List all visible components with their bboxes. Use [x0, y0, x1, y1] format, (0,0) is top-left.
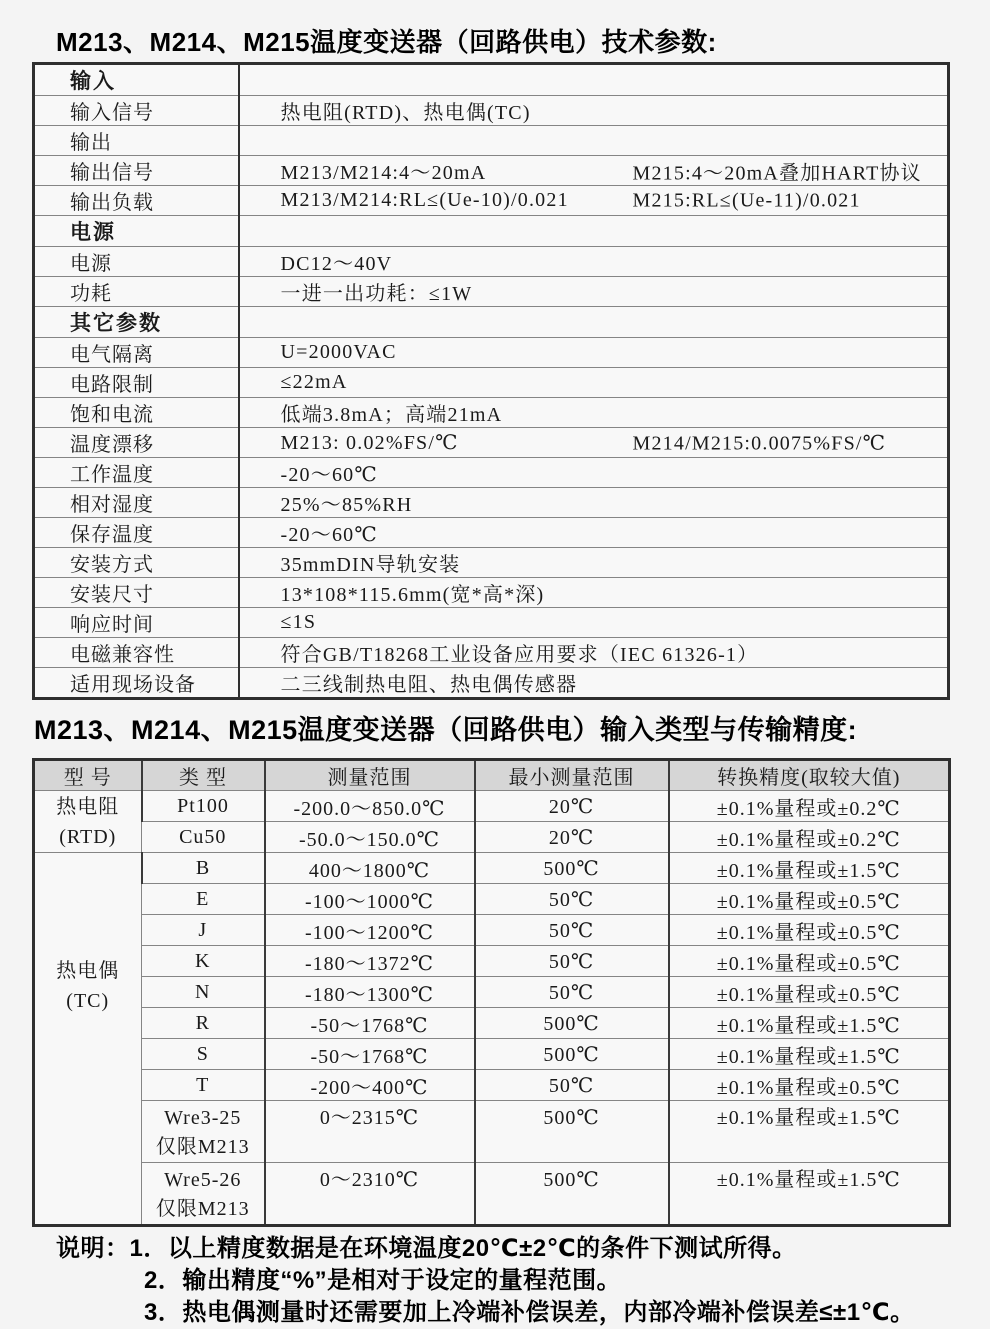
technical-parameters-table-body: [34, 64, 949, 699]
type-cell: T: [142, 1070, 265, 1101]
param-row: [34, 638, 949, 668]
model-cell: 热电偶 (TC): [34, 853, 142, 1226]
param-value-cell: [239, 247, 949, 277]
range-cell: -200～400℃: [265, 1070, 475, 1101]
param-label-cell: 相对湿度: [34, 488, 239, 518]
accuracy-table-row: [34, 1008, 950, 1039]
min-range-cell: 50℃: [475, 977, 669, 1008]
section-row: [34, 307, 949, 338]
param-row: [34, 338, 949, 368]
param-label-cell: 电路限制: [34, 368, 239, 398]
note-line: [56, 1233, 966, 1265]
section-row: [34, 216, 949, 247]
type-cell: S: [142, 1039, 265, 1070]
param-value: M213/M214:RL≤(Ue-10)/0.021: [280, 189, 569, 211]
model-cell: 热电阻 (RTD): [34, 791, 142, 853]
param-value: M213: 0.02%FS/℃: [280, 432, 459, 454]
section-header-cell: 输出: [34, 126, 239, 156]
accuracy-table-row: [34, 1070, 950, 1101]
type-cell: Wre5-26 仅限M213: [142, 1163, 265, 1226]
accuracy-cell: ±0.1%量程或±0.5℃: [669, 915, 950, 946]
param-label-cell: 工作温度: [34, 458, 239, 488]
param-value: 符合GB/T18268工业设备应用要求（IEC 61326-1）: [280, 644, 759, 666]
range-cell: -180～1372℃: [265, 946, 475, 977]
accuracy-cell: ±0.1%量程或±0.2℃: [669, 791, 950, 822]
range-cell: -180～1300℃: [265, 977, 475, 1008]
accuracy-cell: ±0.1%量程或±1.5℃: [669, 1008, 950, 1039]
param-label-cell: 输出信号: [34, 156, 239, 186]
accuracy-table-row: [34, 977, 950, 1008]
param-row: [34, 96, 949, 126]
param-value: 热电阻(RTD)、热电偶(TC): [280, 102, 531, 124]
param-row: [34, 368, 949, 398]
accuracy-cell: ±0.1%量程或±0.5℃: [669, 1070, 950, 1101]
accuracy-cell: ±0.1%量程或±1.5℃: [669, 1039, 950, 1070]
accuracy-cell: ±0.1%量程或±0.5℃: [669, 946, 950, 977]
accuracy-table-row: [34, 791, 950, 822]
param-value: 35mmDIN导轨安装: [280, 554, 461, 576]
param-label-cell: 响应时间: [34, 608, 239, 638]
param-value-cell: [239, 668, 949, 699]
range-cell: -100～1000℃: [265, 884, 475, 915]
min-range-cell: 50℃: [475, 884, 669, 915]
param-value-cell: [239, 458, 949, 488]
header-cell: 测量范围: [265, 760, 475, 791]
note-line: [144, 1265, 966, 1297]
accuracy-cell: ±0.1%量程或±0.5℃: [669, 977, 950, 1008]
page-title-input-types-accuracy: M213、M214、M215温度变送器（回路供电）输入类型与传输精度:: [34, 715, 858, 745]
param-row: [34, 458, 949, 488]
notes: [56, 1233, 966, 1329]
accuracy-table-row: [34, 1163, 950, 1226]
param-value: ≤22mA: [280, 371, 348, 393]
param-value-secondary: M214/M215:0.0075%FS/℃: [632, 432, 887, 454]
param-row: [34, 398, 949, 428]
param-value-cell: [239, 578, 949, 608]
param-label-cell: 适用现场设备: [34, 668, 239, 699]
range-cell: -50～1768℃: [265, 1008, 475, 1039]
type-cell: J: [142, 915, 265, 946]
param-label-cell: 功耗: [34, 277, 239, 307]
param-row: [34, 277, 949, 307]
accuracy-table-row: [34, 822, 950, 853]
accuracy-table-row: [34, 915, 950, 946]
type-cell: R: [142, 1008, 265, 1039]
min-range-cell: 50℃: [475, 946, 669, 977]
section-empty-cell: [239, 64, 949, 96]
notes-prefix: 说明：: [56, 1235, 130, 1262]
type-cell: Wre3-25 仅限M213: [142, 1101, 265, 1163]
section-header-cell: 输入: [34, 64, 239, 96]
min-range-cell: 500℃: [475, 1008, 669, 1039]
param-value: -20～60℃: [280, 464, 378, 486]
param-value: 一进一出功耗：≤1W: [280, 283, 473, 305]
param-row: [34, 428, 949, 458]
note-text: 1．以上精度数据是在环境温度20℃±2℃的条件下测试所得。: [129, 1235, 797, 1262]
param-row: [34, 668, 949, 699]
param-label-cell: 输入信号: [34, 96, 239, 126]
section-header-cell: 其它参数: [34, 307, 239, 338]
param-label-cell: 保存温度: [34, 518, 239, 548]
accuracy-table-header-row: [34, 760, 950, 791]
accuracy-cell: ±0.1%量程或±0.2℃: [669, 822, 950, 853]
section-row: [34, 126, 949, 156]
param-value-cell: [239, 608, 949, 638]
min-range-cell: 20℃: [475, 822, 669, 853]
param-value-cell: [239, 638, 949, 668]
param-value-cell: [239, 156, 949, 186]
type-cell: K: [142, 946, 265, 977]
param-value-cell: [239, 548, 949, 578]
range-cell: -50.0～150.0℃: [265, 822, 475, 853]
param-label-cell: 电源: [34, 247, 239, 277]
param-label-cell: 输出负载: [34, 186, 239, 216]
section-row: [34, 64, 949, 96]
accuracy-cell: ±0.1%量程或±1.5℃: [669, 1101, 950, 1163]
type-cell: Cu50: [142, 822, 265, 853]
param-value-cell: [239, 398, 949, 428]
accuracy-table-row: [34, 884, 950, 915]
range-cell: -100～1200℃: [265, 915, 475, 946]
section-empty-cell: [239, 216, 949, 247]
param-value-cell: [239, 368, 949, 398]
type-cell: B: [142, 853, 265, 884]
param-value: 低端3.8mA；高端21mA: [280, 404, 503, 426]
type-cell: Pt100: [142, 791, 265, 822]
param-row: [34, 247, 949, 277]
param-value-cell: [239, 96, 949, 126]
note-text: 3．热电偶测量时还需要加上冷端补偿误差，内部冷端补偿误差≤±1℃。: [144, 1299, 915, 1326]
param-row: [34, 608, 949, 638]
param-row: [34, 488, 949, 518]
header-cell: 类 型: [142, 760, 265, 791]
range-cell: -50～1768℃: [265, 1039, 475, 1070]
param-value-cell: [239, 428, 949, 458]
param-label-cell: 电气隔离: [34, 338, 239, 368]
min-range-cell: 20℃: [475, 791, 669, 822]
min-range-cell: 500℃: [475, 853, 669, 884]
param-value-cell: [239, 518, 949, 548]
param-label-cell: 温度漂移: [34, 428, 239, 458]
range-cell: 0～2315℃: [265, 1101, 475, 1163]
param-label-cell: 电磁兼容性: [34, 638, 239, 668]
param-row: [34, 518, 949, 548]
type-cell: N: [142, 977, 265, 1008]
param-label-cell: 饱和电流: [34, 398, 239, 428]
accuracy-table-row: [34, 946, 950, 977]
section-empty-cell: [239, 307, 949, 338]
param-value-secondary: M215:4～20mA叠加HART协议: [632, 162, 922, 184]
param-value: U=2000VAC: [280, 341, 397, 363]
note-text: 2．输出精度“%”是相对于设定的量程范围。: [144, 1267, 622, 1294]
param-value-cell: [239, 338, 949, 368]
min-range-cell: 50℃: [475, 915, 669, 946]
range-cell: 400～1800℃: [265, 853, 475, 884]
section-header-cell: 电源: [34, 216, 239, 247]
header-cell: 最小测量范围: [475, 760, 669, 791]
param-value: M213/M214:4～20mA: [280, 162, 487, 184]
param-value-secondary: M215:RL≤(Ue-11)/0.021: [632, 189, 861, 211]
param-value: -20～60℃: [280, 524, 378, 546]
param-label-cell: 安装方式: [34, 548, 239, 578]
param-row: [34, 156, 949, 186]
range-cell: 0～2310℃: [265, 1163, 475, 1226]
param-label-cell: 安装尺寸: [34, 578, 239, 608]
type-cell: E: [142, 884, 265, 915]
input-type-accuracy-table-body: [34, 760, 950, 1226]
input-type-accuracy-table: [32, 758, 951, 1227]
param-value-cell: [239, 488, 949, 518]
min-range-cell: 500℃: [475, 1163, 669, 1226]
param-row: [34, 578, 949, 608]
accuracy-cell: ±0.1%量程或±1.5℃: [669, 853, 950, 884]
accuracy-cell: ±0.1%量程或±0.5℃: [669, 884, 950, 915]
param-row: [34, 186, 949, 216]
header-cell: 转换精度(取较大值): [669, 760, 950, 791]
range-cell: -200.0～850.0℃: [265, 791, 475, 822]
accuracy-table-row: [34, 1039, 950, 1070]
param-row: [34, 548, 949, 578]
accuracy-table-row: [34, 1101, 950, 1163]
section-empty-cell: [239, 126, 949, 156]
technical-parameters-table: [32, 62, 950, 700]
accuracy-table-row: [34, 853, 950, 884]
param-value: ≤1S: [280, 611, 317, 633]
header-cell: 型 号: [34, 760, 142, 791]
accuracy-cell: ±0.1%量程或±1.5℃: [669, 1163, 950, 1226]
param-value: 25%～85%RH: [280, 494, 413, 516]
param-value-cell: [239, 277, 949, 307]
param-value: DC12～40V: [280, 253, 393, 275]
min-range-cell: 50℃: [475, 1070, 669, 1101]
param-value: 13*108*115.6mm(宽*高*深): [280, 584, 545, 606]
param-value: 二三线制热电阻、热电偶传感器: [280, 674, 578, 696]
note-line: [144, 1297, 966, 1329]
min-range-cell: 500℃: [475, 1101, 669, 1163]
page-title-technical-parameters: M213、M214、M215温度变送器（回路供电）技术参数:: [56, 27, 717, 57]
param-value-cell: [239, 186, 949, 216]
min-range-cell: 500℃: [475, 1039, 669, 1070]
